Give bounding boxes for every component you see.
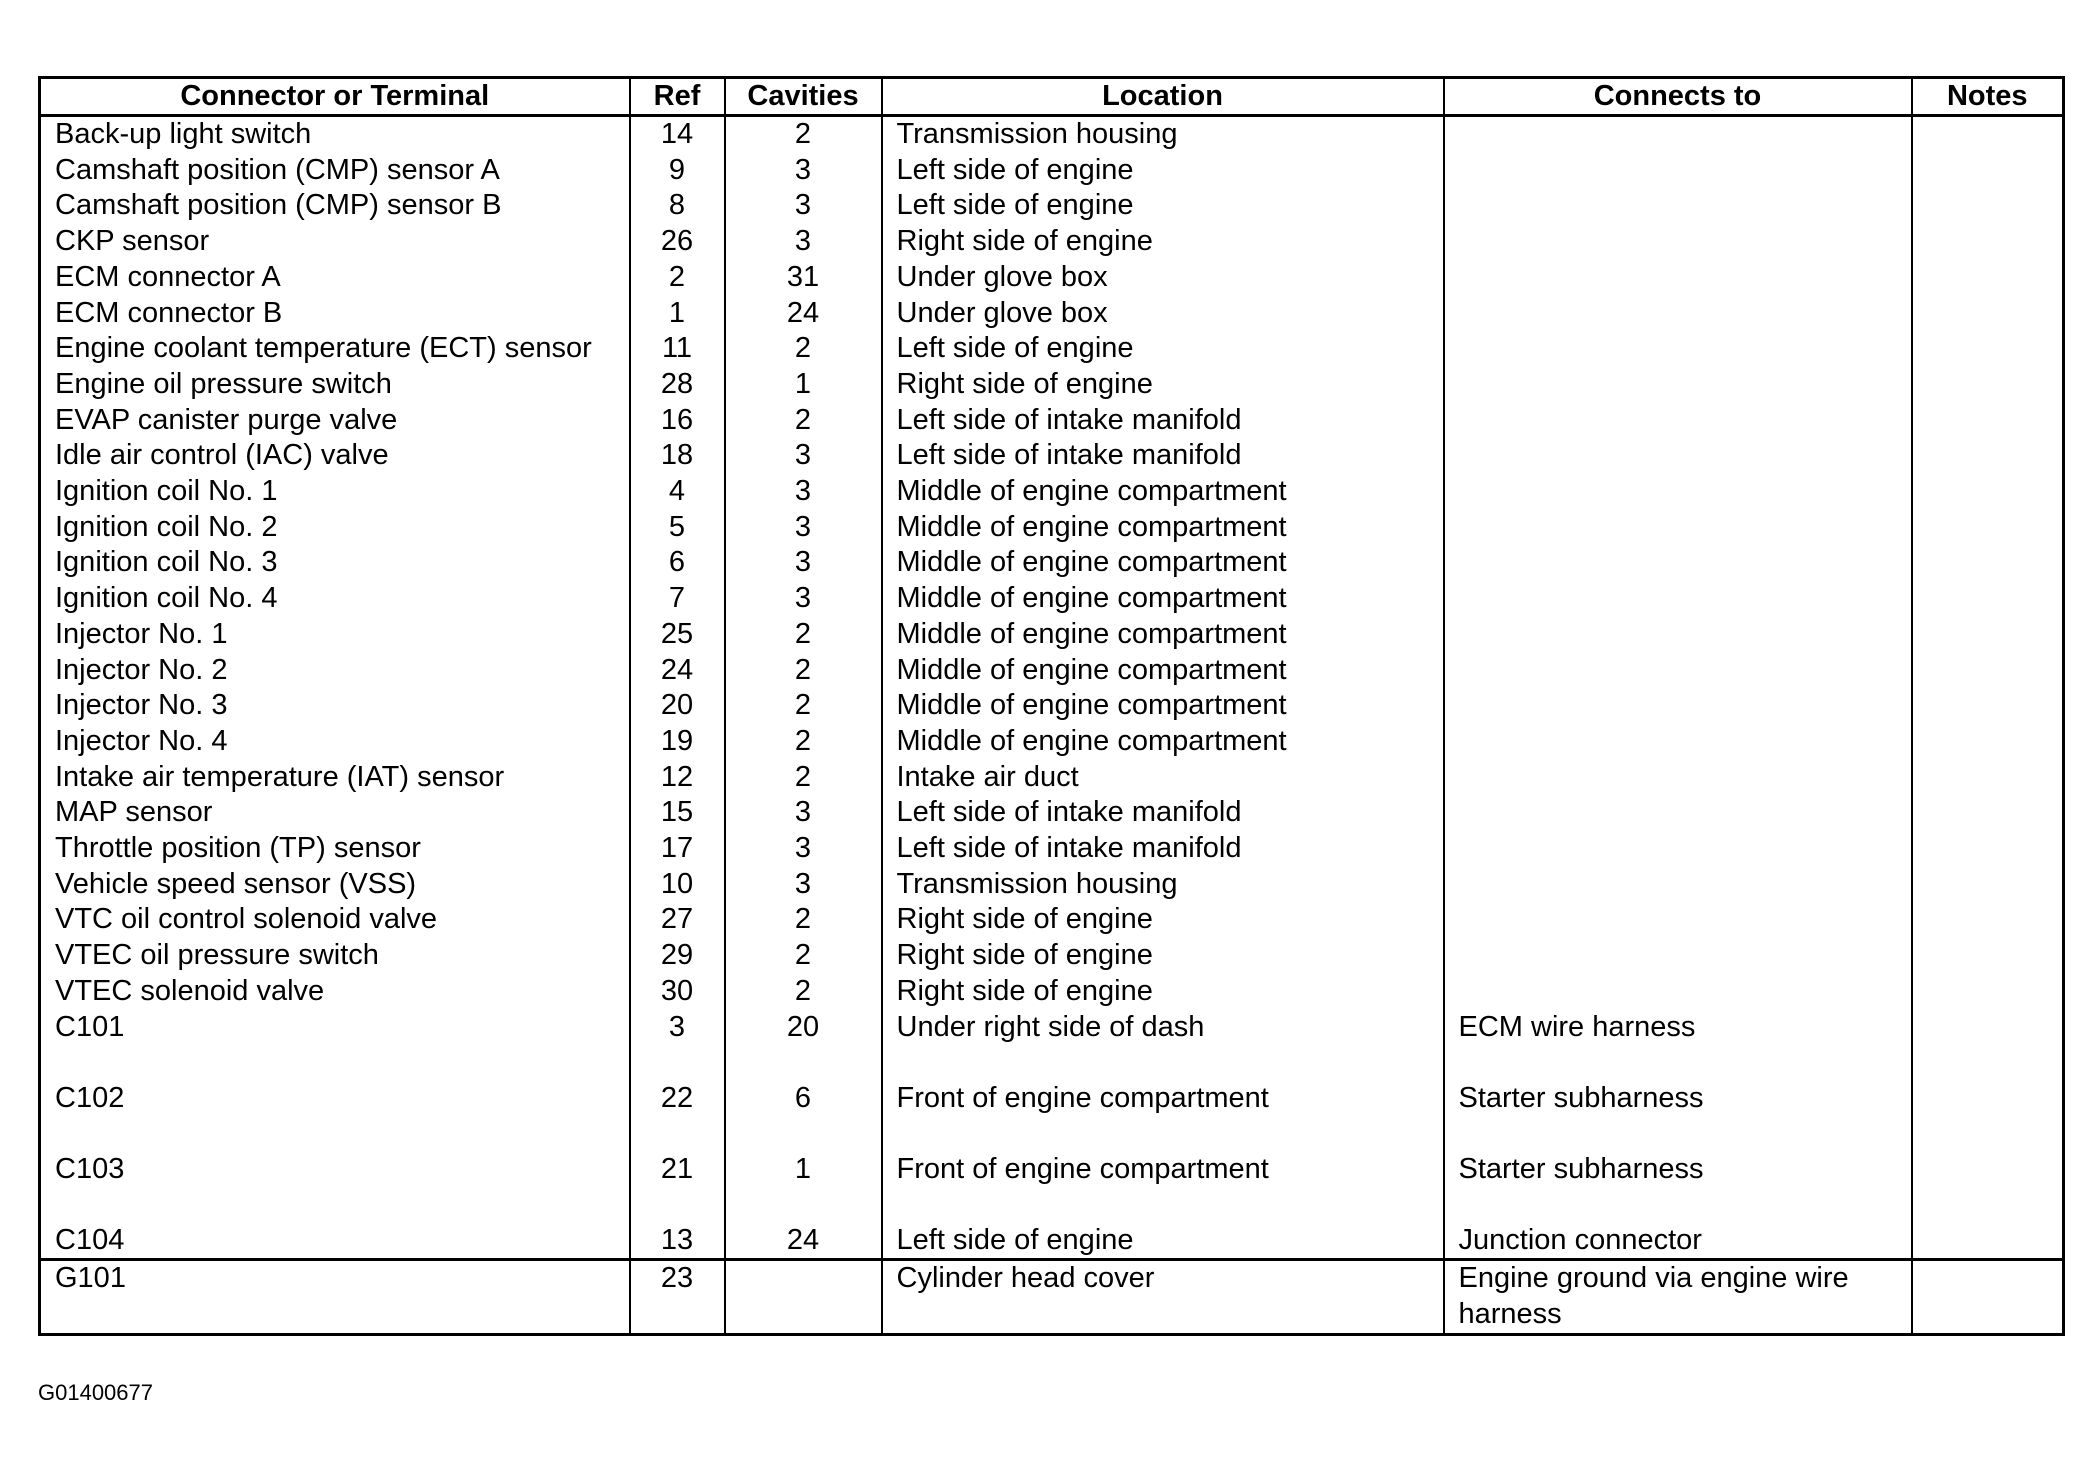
cell-notes bbox=[1912, 367, 2064, 403]
cell-connects-to bbox=[1444, 116, 1912, 153]
cell-ref: 24 bbox=[630, 653, 725, 689]
cell-location: Middle of engine compartment bbox=[882, 688, 1444, 724]
cell-notes bbox=[1912, 510, 2064, 546]
cell-connector: G101 bbox=[40, 1260, 630, 1334]
header-connects-to: Connects to bbox=[1444, 78, 1912, 116]
cell-connects-to bbox=[1444, 224, 1912, 260]
cell-connector: Throttle position (TP) sensor bbox=[40, 831, 630, 867]
cell-connector: VTEC oil pressure switch bbox=[40, 938, 630, 974]
cell-cavities: 2 bbox=[725, 760, 882, 796]
cell-ref: 4 bbox=[630, 474, 725, 510]
table-row bbox=[40, 653, 2064, 689]
cell-connector: VTEC solenoid valve bbox=[40, 974, 630, 1010]
table-row bbox=[40, 867, 2064, 903]
cell-connector: C104 bbox=[40, 1223, 630, 1260]
cell-connector: Idle air control (IAC) valve bbox=[40, 438, 630, 474]
table-row bbox=[40, 367, 2064, 403]
cell-ref: 27 bbox=[630, 902, 725, 938]
table-row bbox=[40, 296, 2064, 332]
cell-connects-to: Engine ground via engine wire harness bbox=[1444, 1260, 1912, 1334]
cell-cavities: 3 bbox=[725, 795, 882, 831]
cell-connects-to bbox=[1444, 403, 1912, 439]
cell-ref: 20 bbox=[630, 688, 725, 724]
cell-cavities: 3 bbox=[725, 188, 882, 224]
cell-cavities: 3 bbox=[725, 581, 882, 617]
cell-notes bbox=[1912, 688, 2064, 724]
cell-connector: MAP sensor bbox=[40, 795, 630, 831]
cell-notes bbox=[1912, 1223, 2064, 1260]
cell-connects-to bbox=[1444, 902, 1912, 938]
cell-ref: 7 bbox=[630, 581, 725, 617]
cell-location: Left side of intake manifold bbox=[882, 438, 1444, 474]
cell-connects-to: Starter subharness bbox=[1444, 1152, 1912, 1223]
cell-ref: 29 bbox=[630, 938, 725, 974]
header-cavities: Cavities bbox=[725, 78, 882, 116]
cell-connects-to: Junction connector bbox=[1444, 1223, 1912, 1260]
table-row bbox=[40, 331, 2064, 367]
cell-ref: 15 bbox=[630, 795, 725, 831]
cell-notes bbox=[1912, 224, 2064, 260]
cell-ref: 1 bbox=[630, 296, 725, 332]
cell-connector: Injector No. 2 bbox=[40, 653, 630, 689]
table-row bbox=[40, 116, 2064, 153]
cell-cavities: 3 bbox=[725, 438, 882, 474]
cell-location: Front of engine compartment bbox=[882, 1152, 1444, 1223]
cell-connector: Ignition coil No. 1 bbox=[40, 474, 630, 510]
cell-cavities: 2 bbox=[725, 617, 882, 653]
cell-notes bbox=[1912, 1152, 2064, 1223]
cell-location: Middle of engine compartment bbox=[882, 724, 1444, 760]
table-row bbox=[40, 1010, 2064, 1081]
cell-notes bbox=[1912, 581, 2064, 617]
cell-cavities: 1 bbox=[725, 1152, 882, 1223]
cell-connector: C101 bbox=[40, 1010, 630, 1081]
cell-location: Middle of engine compartment bbox=[882, 510, 1444, 546]
cell-notes bbox=[1912, 938, 2064, 974]
cell-connector: Injector No. 3 bbox=[40, 688, 630, 724]
cell-connector: VTC oil control solenoid valve bbox=[40, 902, 630, 938]
cell-connects-to bbox=[1444, 760, 1912, 796]
cell-cavities: 1 bbox=[725, 367, 882, 403]
cell-cavities: 24 bbox=[725, 1223, 882, 1260]
cell-notes bbox=[1912, 403, 2064, 439]
cell-notes bbox=[1912, 1081, 2064, 1152]
cell-connects-to bbox=[1444, 260, 1912, 296]
table-row bbox=[40, 724, 2064, 760]
table-row bbox=[40, 188, 2064, 224]
cell-location: Left side of intake manifold bbox=[882, 403, 1444, 439]
cell-notes bbox=[1912, 653, 2064, 689]
cell-cavities: 2 bbox=[725, 653, 882, 689]
cell-ref: 9 bbox=[630, 153, 725, 189]
cell-notes bbox=[1912, 724, 2064, 760]
cell-ref: 28 bbox=[630, 367, 725, 403]
cell-location: Left side of engine bbox=[882, 331, 1444, 367]
cell-connector: Camshaft position (CMP) sensor B bbox=[40, 188, 630, 224]
cell-notes bbox=[1912, 545, 2064, 581]
cell-cavities: 2 bbox=[725, 116, 882, 153]
cell-cavities: 2 bbox=[725, 974, 882, 1010]
cell-cavities: 3 bbox=[725, 224, 882, 260]
table-row bbox=[40, 617, 2064, 653]
header-location: Location bbox=[882, 78, 1444, 116]
cell-ref: 26 bbox=[630, 224, 725, 260]
cell-connects-to bbox=[1444, 153, 1912, 189]
table-row bbox=[40, 902, 2064, 938]
table-row bbox=[40, 688, 2064, 724]
table-body bbox=[40, 116, 2064, 1335]
cell-ref: 11 bbox=[630, 331, 725, 367]
table-row bbox=[40, 1152, 2064, 1223]
cell-ref: 12 bbox=[630, 760, 725, 796]
cell-location: Right side of engine bbox=[882, 367, 1444, 403]
cell-connector: CKP sensor bbox=[40, 224, 630, 260]
cell-notes bbox=[1912, 795, 2064, 831]
cell-notes bbox=[1912, 474, 2064, 510]
cell-connector: C102 bbox=[40, 1081, 630, 1152]
cell-connects-to bbox=[1444, 510, 1912, 546]
cell-connector: ECM connector A bbox=[40, 260, 630, 296]
cell-location: Cylinder head cover bbox=[882, 1260, 1444, 1334]
table-row bbox=[40, 795, 2064, 831]
cell-ref: 22 bbox=[630, 1081, 725, 1152]
cell-connector: Ignition coil No. 2 bbox=[40, 510, 630, 546]
cell-cavities: 3 bbox=[725, 831, 882, 867]
table-row bbox=[40, 403, 2064, 439]
cell-connects-to bbox=[1444, 688, 1912, 724]
cell-connects-to bbox=[1444, 867, 1912, 903]
cell-connects-to bbox=[1444, 296, 1912, 332]
cell-cavities: 24 bbox=[725, 296, 882, 332]
cell-cavities: 2 bbox=[725, 724, 882, 760]
cell-ref: 13 bbox=[630, 1223, 725, 1260]
cell-connects-to bbox=[1444, 545, 1912, 581]
cell-notes bbox=[1912, 617, 2064, 653]
table-row bbox=[40, 938, 2064, 974]
figure-id: G01400677 bbox=[38, 1380, 153, 1405]
cell-connects-to bbox=[1444, 438, 1912, 474]
cell-notes bbox=[1912, 902, 2064, 938]
cell-connector: Ignition coil No. 3 bbox=[40, 545, 630, 581]
cell-ref: 3 bbox=[630, 1010, 725, 1081]
cell-connector: Engine oil pressure switch bbox=[40, 367, 630, 403]
cell-location: Left side of engine bbox=[882, 1223, 1444, 1260]
table-row bbox=[40, 260, 2064, 296]
cell-location: Right side of engine bbox=[882, 938, 1444, 974]
cell-connector: Intake air temperature (IAT) sensor bbox=[40, 760, 630, 796]
cell-connects-to: Starter subharness bbox=[1444, 1081, 1912, 1152]
cell-notes bbox=[1912, 1260, 2064, 1334]
cell-location: Right side of engine bbox=[882, 224, 1444, 260]
cell-location: Left side of intake manifold bbox=[882, 795, 1444, 831]
cell-ref: 16 bbox=[630, 403, 725, 439]
cell-notes bbox=[1912, 760, 2064, 796]
cell-connector: Engine coolant temperature (ECT) sensor bbox=[40, 331, 630, 367]
cell-notes bbox=[1912, 831, 2064, 867]
table-row bbox=[40, 438, 2064, 474]
cell-ref: 17 bbox=[630, 831, 725, 867]
cell-notes bbox=[1912, 867, 2064, 903]
cell-cavities: 31 bbox=[725, 260, 882, 296]
cell-connects-to bbox=[1444, 974, 1912, 1010]
cell-connects-to: ECM wire harness bbox=[1444, 1010, 1912, 1081]
cell-cavities: 3 bbox=[725, 867, 882, 903]
cell-connector: C103 bbox=[40, 1152, 630, 1223]
cell-ref: 8 bbox=[630, 188, 725, 224]
cell-ref: 14 bbox=[630, 116, 725, 153]
cell-location: Middle of engine compartment bbox=[882, 545, 1444, 581]
cell-connector: Back-up light switch bbox=[40, 116, 630, 153]
cell-location: Left side of engine bbox=[882, 153, 1444, 189]
cell-ref: 18 bbox=[630, 438, 725, 474]
header-connector: Connector or Terminal bbox=[40, 78, 630, 116]
cell-connects-to bbox=[1444, 653, 1912, 689]
cell-connector: Injector No. 4 bbox=[40, 724, 630, 760]
cell-location: Middle of engine compartment bbox=[882, 581, 1444, 617]
cell-notes bbox=[1912, 116, 2064, 153]
table-row bbox=[40, 581, 2064, 617]
cell-ref: 23 bbox=[630, 1260, 725, 1334]
cell-location: Left side of intake manifold bbox=[882, 831, 1444, 867]
cell-connector: Camshaft position (CMP) sensor A bbox=[40, 153, 630, 189]
cell-notes bbox=[1912, 296, 2064, 332]
cell-ref: 2 bbox=[630, 260, 725, 296]
table-row bbox=[40, 974, 2064, 1010]
cell-ref: 21 bbox=[630, 1152, 725, 1223]
cell-cavities: 3 bbox=[725, 545, 882, 581]
cell-notes bbox=[1912, 974, 2064, 1010]
cell-notes bbox=[1912, 260, 2064, 296]
cell-location: Intake air duct bbox=[882, 760, 1444, 796]
cell-location: Transmission housing bbox=[882, 867, 1444, 903]
table-row bbox=[40, 224, 2064, 260]
table-row bbox=[40, 760, 2064, 796]
cell-cavities: 2 bbox=[725, 688, 882, 724]
cell-connector: EVAP canister purge valve bbox=[40, 403, 630, 439]
table-row bbox=[40, 545, 2064, 581]
cell-cavities: 2 bbox=[725, 331, 882, 367]
cell-connects-to bbox=[1444, 581, 1912, 617]
cell-cavities: 2 bbox=[725, 902, 882, 938]
cell-connector: Injector No. 1 bbox=[40, 617, 630, 653]
cell-ref: 10 bbox=[630, 867, 725, 903]
cell-location: Front of engine compartment bbox=[882, 1081, 1444, 1152]
cell-ref: 6 bbox=[630, 545, 725, 581]
cell-ref: 30 bbox=[630, 974, 725, 1010]
cell-location: Under right side of dash bbox=[882, 1010, 1444, 1081]
cell-connects-to bbox=[1444, 367, 1912, 403]
cell-location: Under glove box bbox=[882, 296, 1444, 332]
cell-notes bbox=[1912, 188, 2064, 224]
cell-location: Middle of engine compartment bbox=[882, 474, 1444, 510]
cell-connector: Vehicle speed sensor (VSS) bbox=[40, 867, 630, 903]
cell-location: Middle of engine compartment bbox=[882, 653, 1444, 689]
table-row bbox=[40, 510, 2064, 546]
cell-cavities: 2 bbox=[725, 403, 882, 439]
header-ref: Ref bbox=[630, 78, 725, 116]
cell-location: Under glove box bbox=[882, 260, 1444, 296]
connector-table bbox=[38, 76, 2065, 1336]
cell-cavities: 20 bbox=[725, 1010, 882, 1081]
table-row bbox=[40, 474, 2064, 510]
table-row bbox=[40, 1081, 2064, 1152]
cell-connects-to bbox=[1444, 938, 1912, 974]
cell-ref: 5 bbox=[630, 510, 725, 546]
cell-cavities: 3 bbox=[725, 153, 882, 189]
cell-connects-to bbox=[1444, 188, 1912, 224]
cell-connects-to bbox=[1444, 617, 1912, 653]
table-header-row bbox=[40, 78, 2064, 116]
table-row bbox=[40, 831, 2064, 867]
cell-cavities: 3 bbox=[725, 510, 882, 546]
cell-cavities: 2 bbox=[725, 938, 882, 974]
cell-notes bbox=[1912, 438, 2064, 474]
cell-connector: Ignition coil No. 4 bbox=[40, 581, 630, 617]
cell-connects-to bbox=[1444, 795, 1912, 831]
cell-notes bbox=[1912, 1010, 2064, 1081]
cell-notes bbox=[1912, 153, 2064, 189]
table-row bbox=[40, 1260, 2064, 1334]
table-row bbox=[40, 1223, 2064, 1260]
table-row bbox=[40, 153, 2064, 189]
cell-connects-to bbox=[1444, 474, 1912, 510]
cell-notes bbox=[1912, 331, 2064, 367]
cell-location: Transmission housing bbox=[882, 116, 1444, 153]
cell-cavities: 6 bbox=[725, 1081, 882, 1152]
cell-connector: ECM connector B bbox=[40, 296, 630, 332]
cell-location: Left side of engine bbox=[882, 188, 1444, 224]
cell-connects-to bbox=[1444, 331, 1912, 367]
cell-cavities: 3 bbox=[725, 474, 882, 510]
cell-connects-to bbox=[1444, 831, 1912, 867]
cell-ref: 19 bbox=[630, 724, 725, 760]
cell-location: Right side of engine bbox=[882, 902, 1444, 938]
header-notes: Notes bbox=[1912, 78, 2064, 116]
cell-location: Right side of engine bbox=[882, 974, 1444, 1010]
cell-cavities bbox=[725, 1260, 882, 1334]
cell-connects-to bbox=[1444, 724, 1912, 760]
cell-location: Middle of engine compartment bbox=[882, 617, 1444, 653]
cell-ref: 25 bbox=[630, 617, 725, 653]
